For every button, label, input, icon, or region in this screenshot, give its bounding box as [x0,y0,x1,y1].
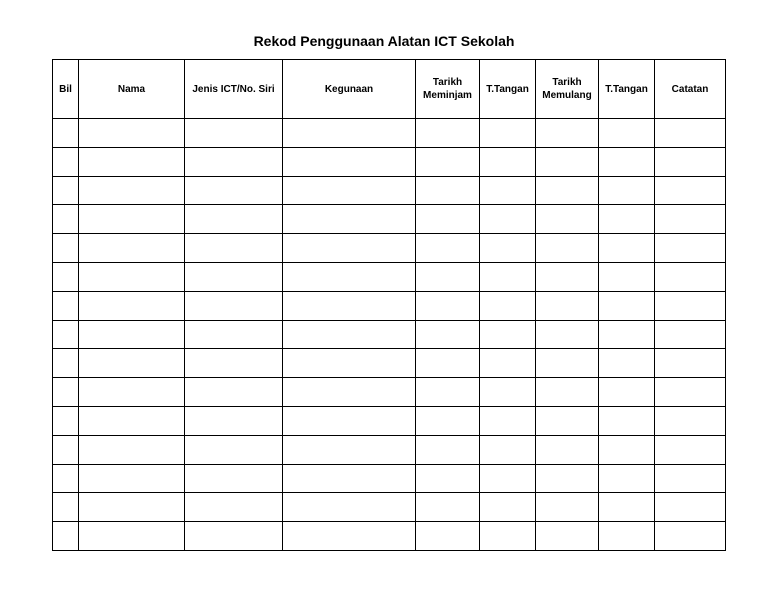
document-title: Rekod Penggunaan Alatan ICT Sekolah [253,33,515,49]
table-cell [53,262,79,291]
table-cell [536,291,599,320]
table-cell [599,176,655,205]
table-cell [655,176,726,205]
table-cell [185,349,283,378]
table-cell [283,262,416,291]
table-row [53,378,726,407]
table-cell [185,262,283,291]
table-cell [79,320,185,349]
table-cell [79,262,185,291]
table-cell [283,493,416,522]
table-cell [416,291,480,320]
table-cell [599,406,655,435]
table-cell [599,234,655,263]
table-cell [283,234,416,263]
table-row [53,147,726,176]
table-cell [655,435,726,464]
column-header-tandatangan-pulang: T.Tangan [599,60,655,119]
table-cell [536,522,599,551]
table-cell [480,406,536,435]
table-cell [416,522,480,551]
table-row [53,262,726,291]
table-cell [655,320,726,349]
table-cell [185,234,283,263]
column-header-jenis-ict: Jenis ICT/No. Siri [185,60,283,119]
table-cell [655,147,726,176]
table-cell [185,205,283,234]
table-cell [79,147,185,176]
table-cell [599,291,655,320]
table-cell [599,435,655,464]
table-row [53,522,726,551]
table-cell [53,119,79,148]
table-cell [79,205,185,234]
table-cell [185,176,283,205]
table-cell [536,320,599,349]
table-cell [416,464,480,493]
table-cell [53,234,79,263]
table-cell [53,522,79,551]
table-cell [480,147,536,176]
table-cell [53,349,79,378]
table-cell [416,493,480,522]
table-cell [655,234,726,263]
table-cell [185,493,283,522]
table-cell [79,119,185,148]
table-cell [480,320,536,349]
table-cell [416,378,480,407]
table-row [53,493,726,522]
table-cell [53,291,79,320]
table-cell [599,147,655,176]
table-cell [655,522,726,551]
table-cell [79,349,185,378]
table-cell [283,320,416,349]
table-cell [283,435,416,464]
table-row [53,176,726,205]
table-cell [655,406,726,435]
table-row [53,406,726,435]
table-cell [480,493,536,522]
column-header-tandatangan-pinjam: T.Tangan [480,60,536,119]
table-cell [53,176,79,205]
table-cell [283,119,416,148]
column-header-nama: Nama [79,60,185,119]
table-row [53,205,726,234]
table-cell [655,205,726,234]
table-cell [185,119,283,148]
table-row [53,234,726,263]
table-row [53,349,726,378]
table-cell [185,378,283,407]
table-cell [79,522,185,551]
table-cell [536,234,599,263]
table-cell [536,119,599,148]
table-cell [536,147,599,176]
table-cell [655,291,726,320]
table-cell [536,176,599,205]
table-cell [599,464,655,493]
table-cell [655,349,726,378]
table-cell [185,320,283,349]
table-cell [655,378,726,407]
table-cell [416,119,480,148]
table-cell [599,205,655,234]
table-cell [416,234,480,263]
column-header-tarikh-meminjam: Tarikh Meminjam [416,60,480,119]
table-cell [480,176,536,205]
table-cell [599,119,655,148]
table-cell [480,291,536,320]
table-cell [283,464,416,493]
table-cell [53,493,79,522]
table-cell [536,406,599,435]
table-row [53,291,726,320]
table-cell [79,493,185,522]
table-cell [655,262,726,291]
table-cell [79,176,185,205]
table-cell [283,349,416,378]
table-cell [655,119,726,148]
table-body [53,119,726,551]
table-cell [416,262,480,291]
table-cell [185,435,283,464]
table-row [53,464,726,493]
table-cell [53,147,79,176]
table-cell [79,234,185,263]
table-cell [79,291,185,320]
table-cell [79,406,185,435]
table-cell [599,493,655,522]
table-cell [536,435,599,464]
table-cell [599,349,655,378]
table-cell [416,147,480,176]
table-cell [480,435,536,464]
usage-record-table [52,59,726,551]
table-cell [416,349,480,378]
table-cell [185,464,283,493]
table-cell [283,205,416,234]
column-header-bil: Bil [53,60,79,119]
column-header-kegunaan: Kegunaan [283,60,416,119]
table-cell [480,234,536,263]
table-cell [185,147,283,176]
table-cell [283,378,416,407]
table-cell [283,291,416,320]
table-cell [536,262,599,291]
table-cell [536,464,599,493]
table-cell [480,262,536,291]
table-cell [480,522,536,551]
table-row [53,435,726,464]
table-cell [53,320,79,349]
table-cell [480,119,536,148]
table-cell [536,378,599,407]
table-cell [53,406,79,435]
table-cell [536,349,599,378]
table-cell [655,464,726,493]
column-header-tarikh-memulang: Tarikh Memulang [536,60,599,119]
table-cell [416,205,480,234]
table-cell [283,147,416,176]
table-cell [599,378,655,407]
table-cell [655,493,726,522]
table-row [53,119,726,148]
column-header-catatan: Catatan [655,60,726,119]
table-row [53,320,726,349]
table-cell [480,464,536,493]
table-cell [53,435,79,464]
table-cell [53,205,79,234]
table-cell [416,320,480,349]
table-cell [480,205,536,234]
table-cell [79,378,185,407]
table-cell [79,464,185,493]
table-cell [283,522,416,551]
table-cell [283,406,416,435]
table-cell [536,493,599,522]
table-cell [416,435,480,464]
table-cell [416,406,480,435]
table-cell [79,435,185,464]
table-cell [536,205,599,234]
table-cell [185,522,283,551]
table-cell [599,320,655,349]
table-cell [53,464,79,493]
table-cell [599,262,655,291]
table-cell [53,378,79,407]
table-cell [416,176,480,205]
table-cell [185,406,283,435]
table-cell [283,176,416,205]
table-cell [480,349,536,378]
table-cell [480,378,536,407]
table-cell [185,291,283,320]
table-cell [599,522,655,551]
table-header-row [53,60,726,119]
